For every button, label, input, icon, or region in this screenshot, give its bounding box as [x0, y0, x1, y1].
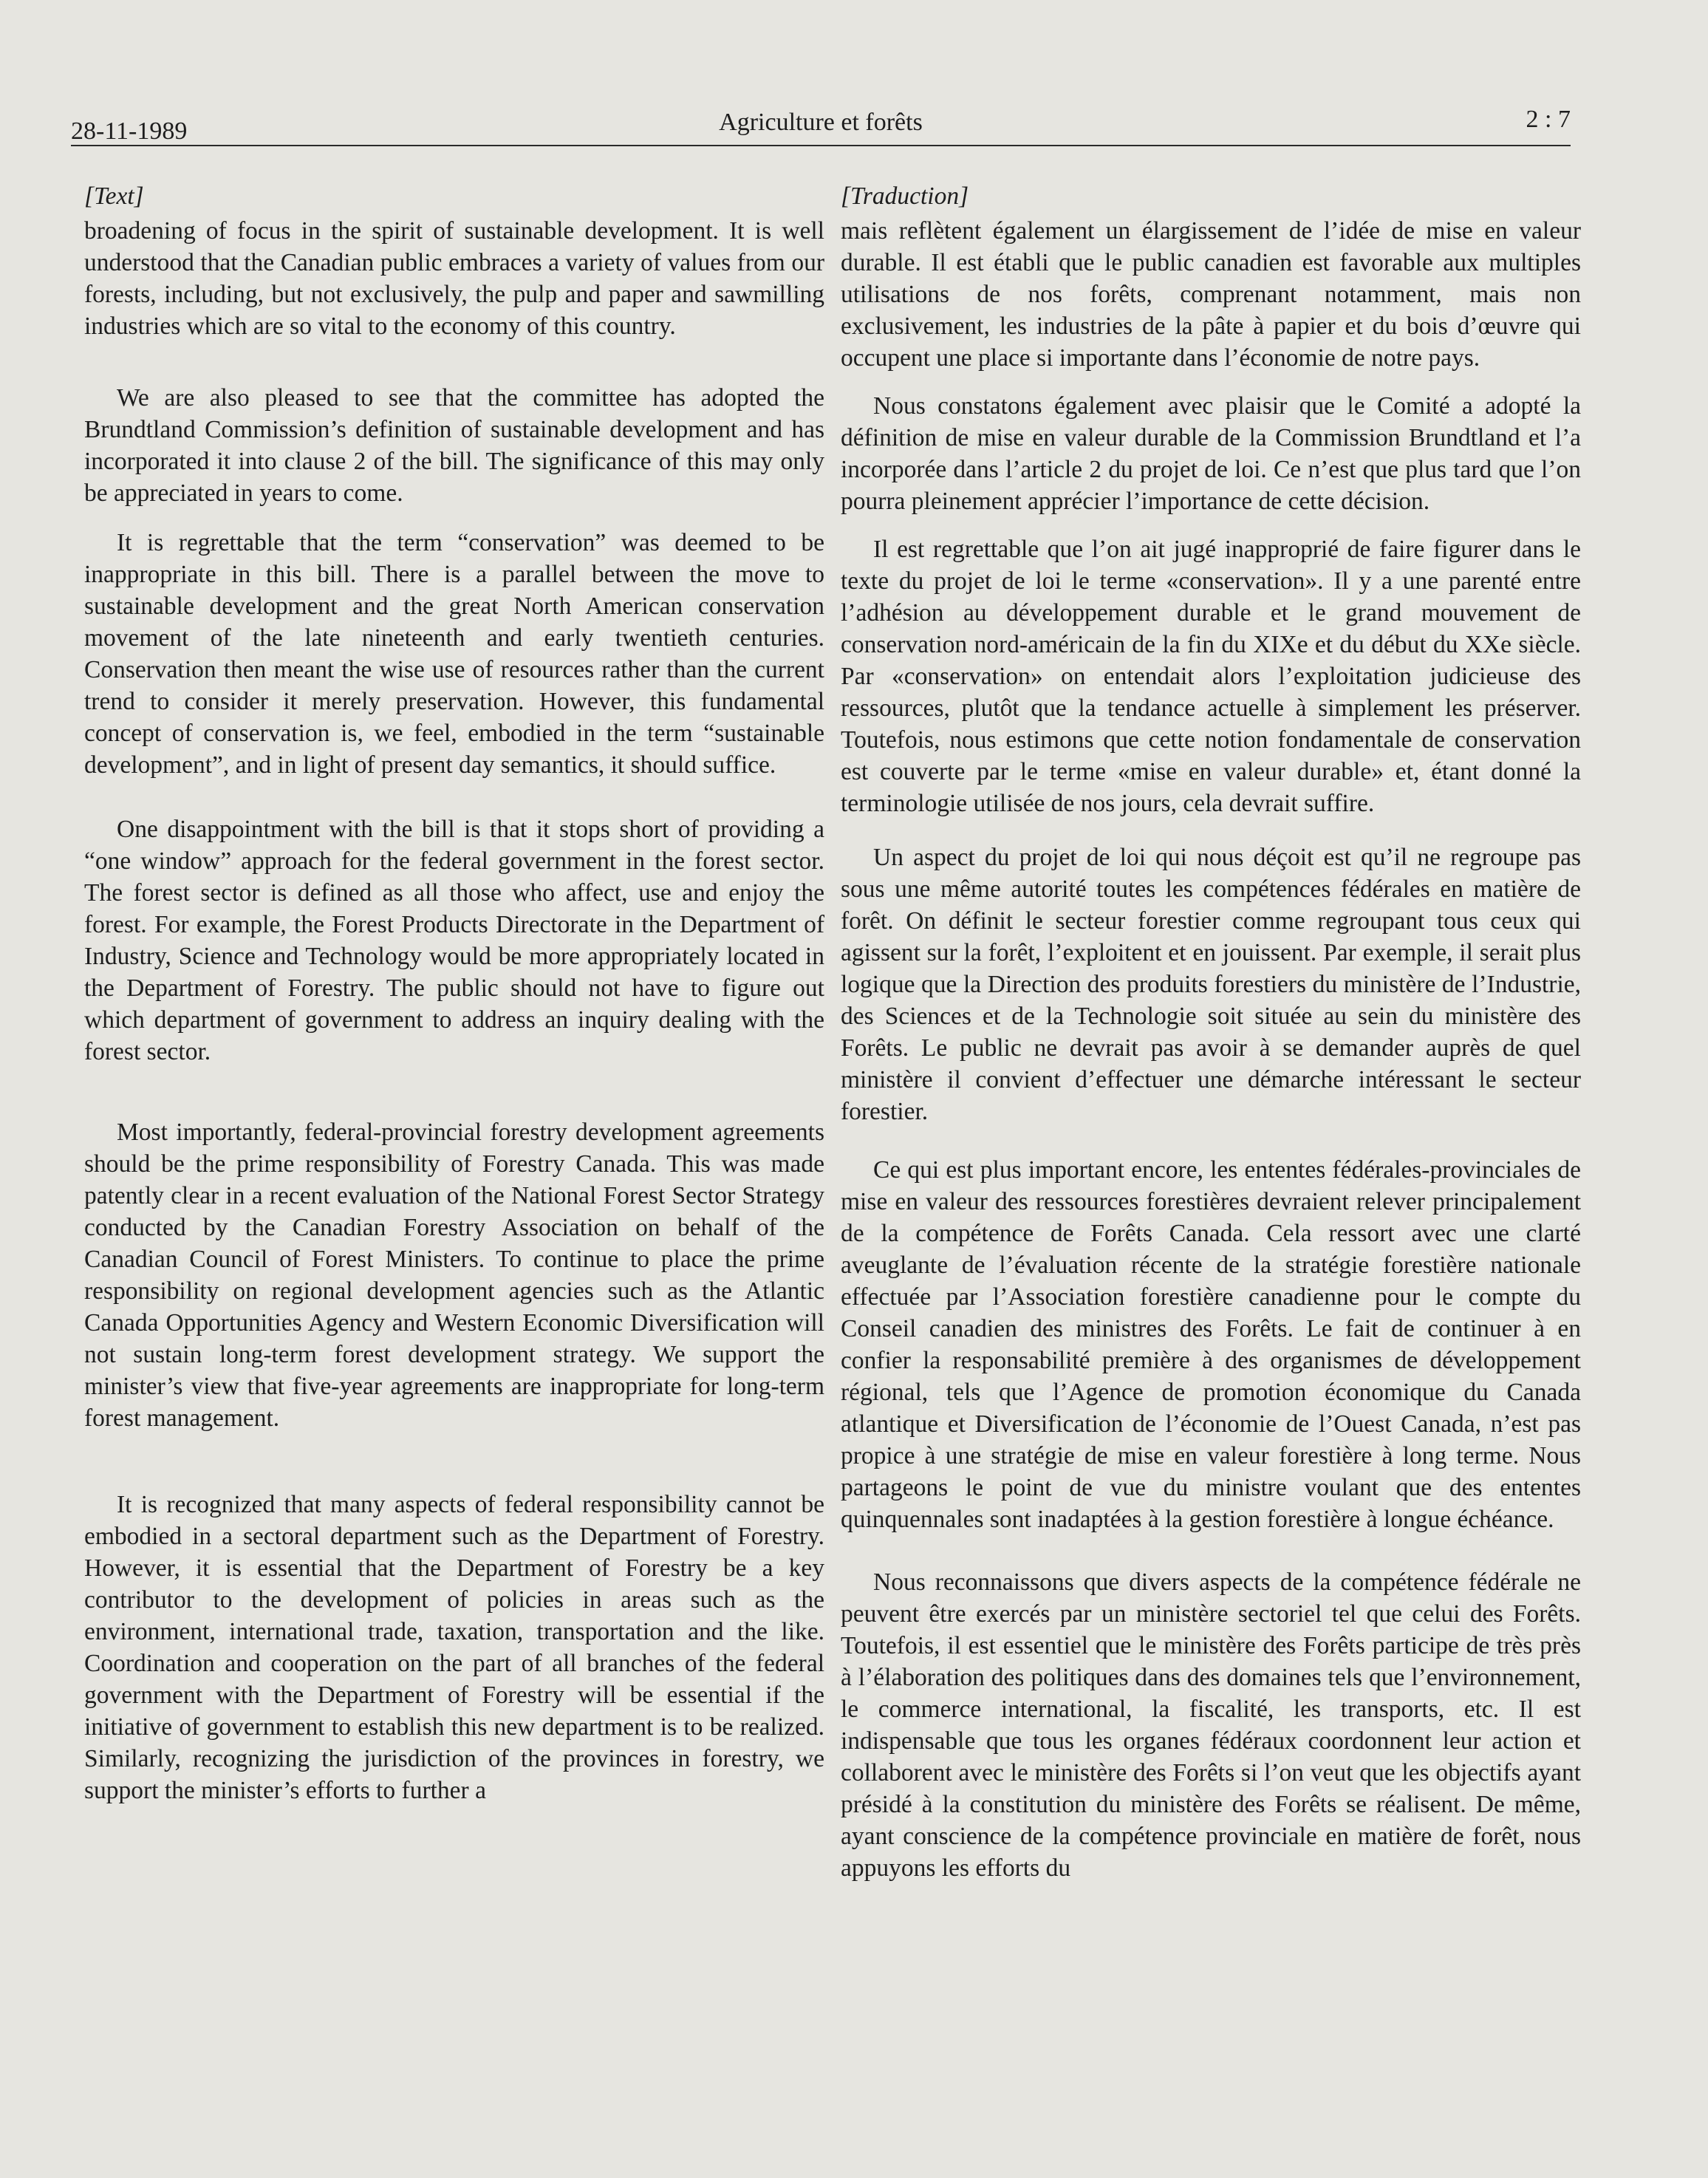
french-label: [Traduction]: [841, 182, 969, 210]
french-column: [841, 180, 1581, 1884]
english-paragraph-5: Most importantly, federal-provincial forestry development agreements should be the prime responsibility of Forestry Canada. This was made patently clear in a recent evaluation of the National Forest Sector Strategy conducted by the Canadian Forestry Association on behalf of the Canadian Council of Forest Ministers. To continue to place the prime responsibility on regional development agencies such as the Atlantic Canada Opportunities Agency and Western Economic Diversification will not sustain long-term forest development strategy. We support the minister’s view that five-year agreements are inappropriate for long-term forest management.: [84, 1119, 824, 1432]
english-paragraph-1: broadening of focus in the spirit of sustainable development. It is well understood that the Canadian public embraces a variety of values from our forests, including, but not exclusively, the pulp and paper and sawmilling industries which are so vital to the economy of this country.: [84, 217, 824, 340]
french-paragraph-1: mais reflètent également un élargissement de l’idée de mise en valeur durable. Il est établi que le public canadien est favorable aux multiples utilisations de nos forêts, comprenant notamment, mais non exclusivement, les industries de la pâte à papier et du bois d’œuvre qui occupent une place si importante dans l’économie de notre pays.: [841, 217, 1581, 372]
header-date: 28-11-1989: [71, 117, 188, 145]
english-paragraph-2: We are also pleased to see that the committee has adopted the Brundtland Commission’s definition of sustainable development and has incorporated it into clause 2 of the bill. The significance of this may only be appreciated in years to come.: [84, 384, 824, 507]
english-column: [84, 180, 824, 1806]
header-page-number: 2 : 7: [1526, 106, 1571, 133]
french-paragraph-3: Il est regrettable que l’on ait jugé inapproprié de faire figurer dans le texte du projet de loi le terme «conservation». Il y a une parenté entre l’adhésion au développement durable et le grand mouvement de conservation nord-américain de la fin du XIXe et du début du XXe siècle. Par «conservation» on entendait alors l’exploitation judicieuse des ressources, plutôt que la tendance actuelle à simplement les préserver. Toutefois, nous estimons que cette notion fondamentale de conservation est couverte par le terme «mise en valeur durable» et, étant donné la terminologie utilisée de nos jours, cela devrait suffire.: [841, 536, 1581, 817]
page-header: [71, 103, 1571, 145]
english-paragraph-4: One disappointment with the bill is that it stops short of providing a “one window” approach for the federal government in the forest sector. The forest sector is defined as all those who affect, use and enjoy the forest. For example, the Forest Products Directorate in the Department of Industry, Science and Technology would be more appropriately located in the Department of Forestry. The public should not have to figure out which department of government to address an inquiry dealing with the forest sector.: [84, 816, 824, 1065]
french-paragraph-5: Ce qui est plus important encore, les ententes fédérales-provinciales de mise en valeur des ressources forestières devraient relever principalement de la compétence de Forêts Canada. Cela ressort avec une clarté aveuglante de l’évaluation récente de la stratégie forestière nationale effectuée par l’Association forestière canadienne pour le compte du Conseil canadien des ministres des Forêts. Le fait de continuer à en confier la responsabilité première à des organismes de développement régional, tels que l’Agence de promotion économique du Canada atlantique et Diversification de l’économie de l’Ouest Canada, n’est pas propice à une stratégie de mise en valeur forestière à long terme. Nous partageons le point de vue du ministre voulant que des ententes quinquennales sont inadaptées à la gestion forestière à longue échéance.: [841, 1156, 1581, 1533]
french-paragraph-4: Un aspect du projet de loi qui nous déçoit est qu’il ne regroupe pas sous une même autorité toutes les compétences fédérales en matière de forêt. On définit le secteur forestier comme regroupant tous ceux qui agissent sur la forêt, l’exploitent et en jouissent. Par exemple, il serait plus logique que la Direction des produits forestiers du ministère de l’Industrie, des Sciences et de la Technologie soit située au sein du ministère des Forêts. Le public ne devrait pas avoir à se demander auprès de quel ministère il convient d’effectuer une démarche intéressant le secteur forestier.: [841, 844, 1581, 1125]
header-rule: [71, 145, 1571, 146]
english-paragraph-3: It is regrettable that the term “conservation” was deemed to be inappropriate in this bill. There is a parallel between the move to sustainable development and the great North American conservation movement of the late nineteenth and early twentieth centuries. Conservation then meant the wise use of resources rather than the current trend to consider it merely preservation. However, this fundamental concept of conservation is, we feel, embodied in the term “sustainable development”, and in light of present day semantics, it should suffice.: [84, 529, 824, 779]
french-paragraph-2: Nous constatons également avec plaisir que le Comité a adopté la définition de mise en valeur durable de la Commission Brundtland et l’a incorporée dans l’article 2 du projet de loi. Ce n’est que plus tard que l’on pourra pleinement apprécier l’importance de cette décision.: [841, 392, 1581, 515]
french-paragraph-6: Nous reconnaissons que divers aspects de la compétence fédérale ne peuvent être exercés par un ministère sectoriel tel que celui des Forêts. Toutefois, il est essentiel que le ministère des Forêts participe de très près à l’élaboration des politiques dans des domaines tels que l’environnement, le commerce international, la fiscalité, les transports, etc. Il est indispensable que tous les organes fédéraux coordonnent leur action et collaborent avec le ministère des Forêts si l’on veut que les objectifs ayant présidé à la constitution du ministère des Forêts se réalisent. De même, ayant conscience de la compétence provinciale en matière de forêt, nous appuyons les efforts du: [841, 1568, 1581, 1882]
header-title: Agriculture et forêts: [719, 109, 923, 136]
english-paragraph-6: It is recognized that many aspects of federal responsibility cannot be embodied in a sectoral department such as the Department of Forestry. However, it is essential that the Department of Forestry be a key contributor to the development of policies in areas such as the environment, international trade, taxation, transportation and the like. Coordination and cooperation on the part of all branches of the federal government with the Department of Forestry will be essential if the initiative of government to establish this new department is to be realized. Similarly, recognizing the jurisdiction of the provinces in forestry, we support the minister’s efforts to further a: [84, 1491, 824, 1804]
english-label: [Text]: [84, 182, 144, 210]
